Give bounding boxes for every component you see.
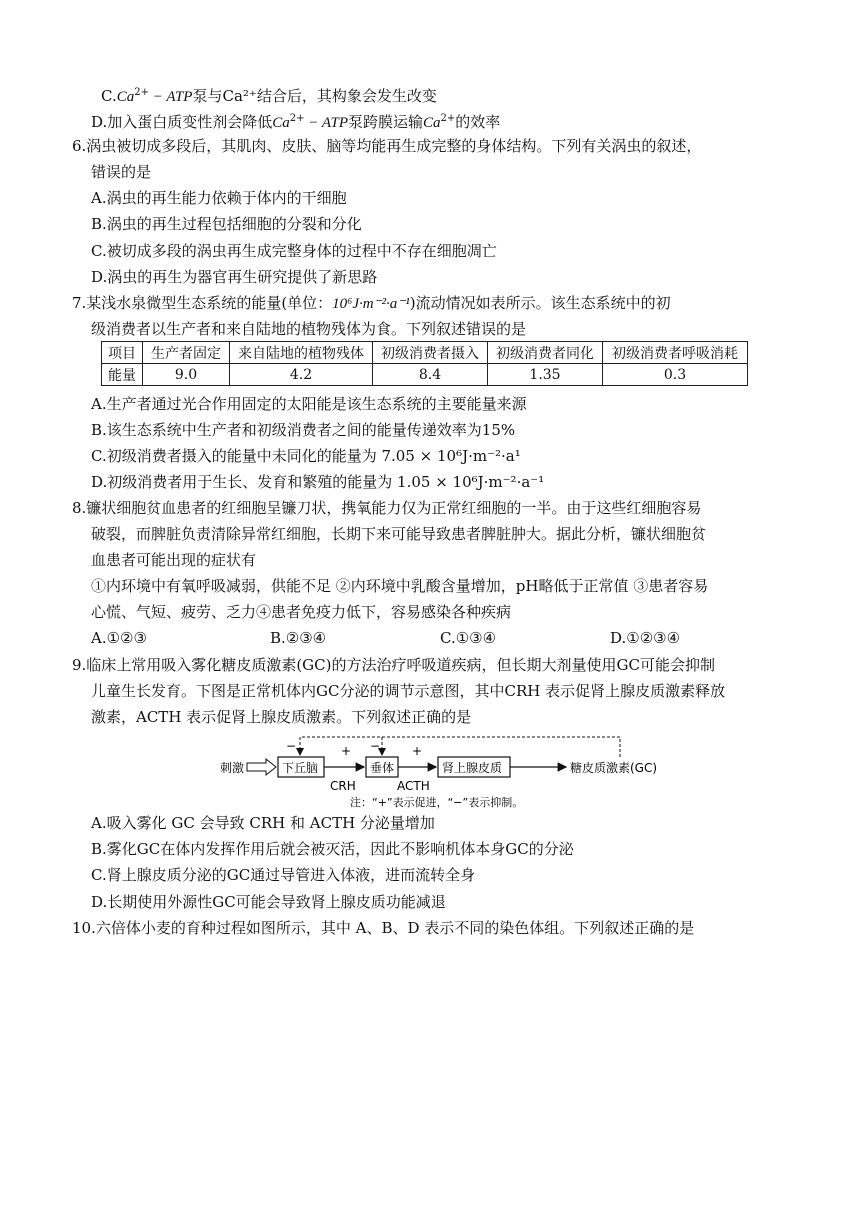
crh-label: CRH <box>330 779 356 793</box>
gc-output-label: 糖皮质激素(GC) <box>570 761 658 775</box>
q5-option-c: $C.Ca^{2+}$ − ATP泵与Ca²⁺结合后，其构象会发生改变 <box>101 87 437 105</box>
adrenal-cortex-label: 肾上腺皮质 <box>442 761 503 775</box>
table-header-cell: 来自陆地的植物残体 <box>230 342 373 364</box>
table-cell: 4.2 <box>230 364 373 386</box>
pituitary-label: 垂体 <box>370 761 395 775</box>
table-cell: 1.35 <box>488 364 603 386</box>
table-cell: 0.3 <box>603 364 748 386</box>
table-cell: 9.0 <box>143 364 230 386</box>
q5-option-d: D.加入蛋白质变性剂会降低$Ca^{2+}$ − ATP泵跨膜运输$Ca^{2+}$的效率 <box>91 113 501 131</box>
hollow-arrow-icon <box>247 759 276 775</box>
q9-stem-line3: 激素，ACTH 表示促肾上腺皮质激素。下列叙述正确的是 <box>91 708 472 726</box>
q8-option-a: A.①②③ <box>91 629 147 647</box>
stimulus-label: 刺激 <box>220 761 245 775</box>
table-header-cell: 初级消费者摄入 <box>373 342 488 364</box>
q6-option-b: B.涡虫的再生过程包括细胞的分裂和分化 <box>91 215 362 233</box>
table-header-cell: 生产者固定 <box>143 342 230 364</box>
energy-flow-table <box>101 341 748 386</box>
minus-sign-1: − <box>286 739 297 753</box>
q7-option-a: A.生产者通过光合作用固定的太阳能是该生态系统的主要能量来源 <box>91 395 527 413</box>
q8-option-b: B.②③④ <box>270 629 327 647</box>
plus-sign-1: + <box>341 744 352 758</box>
q9-option-a: A.吸入雾化 GC 会导致 CRH 和 ACTH 分泌量增加 <box>91 814 435 832</box>
q8-stem-line1: 8.镰状细胞贫血患者的红细胞呈镰刀状，携氧能力仅为正常红细胞的一半。由于这些红细胞容易 <box>72 499 702 517</box>
q6-stem-line1: 6.涡虫被切成多段后，其肌肉、皮肤、脑等均能再生成完整的身体结构。下列有关涡虫的叙述， <box>72 137 702 155</box>
plus-sign-2: + <box>412 744 423 758</box>
q7-option-d: D.初级消费者用于生长、发育和繁殖的能量为 1.05 × 10⁶J·m⁻²·a⁻¹ <box>91 473 545 491</box>
q9-stem-line1: 9.临床上常用吸入雾化糖皮质激素(GC)的方法治疗呼吸道疾病，但长期大剂量使用GC可能会抑制 <box>72 656 715 674</box>
q6-option-a: A.涡虫的再生能力依赖于体内的干细胞 <box>91 189 347 207</box>
table-row <box>102 364 748 386</box>
q9-option-c: C.肾上腺皮质分泌的GC通过导管进入体液，进而流转全身 <box>91 866 476 884</box>
q9-option-d: D.长期使用外源性GC可能会导致肾上腺皮质功能减退 <box>91 893 446 911</box>
q7-stem-line1: 7.某浅水泉微型生态系统的能量(单位：10⁶J·m⁻²·a⁻¹)流动情况如表所示。该生态系统中的初 <box>72 294 671 312</box>
q9-stem-line2: 儿童生长发育。下图是正常机体内GC分泌的调节示意图，其中CRH 表示促肾上腺皮质激素释放 <box>91 682 726 700</box>
diagram-note: 注：“+”表示促进，“−”表示抑制。 <box>350 796 524 809</box>
table-header-cell: 项目 <box>102 342 143 364</box>
q8-stem-line3: 血患者可能出现的症状有 <box>91 551 257 569</box>
table-header-row <box>102 342 748 364</box>
table-cell: 8.4 <box>373 364 488 386</box>
table-header-cell: 初级消费者呼吸消耗 <box>603 342 748 364</box>
q6-option-d: D.涡虫的再生为器官再生研究提供了新思路 <box>91 268 378 286</box>
q6-option-c: C.被切成多段的涡虫再生成完整身体的过程中不存在细胞凋亡 <box>91 242 497 260</box>
table-header-cell: 初级消费者同化 <box>488 342 603 364</box>
q9-option-b: B.雾化GC在体内发挥作用后就会被灭活，因此不影响机体本身GC的分泌 <box>91 840 574 858</box>
q8-stem-line2: 破裂，而脾脏负责清除异常红细胞，长期下来可能导致患者脾脏肿大。据此分析，镰状细胞贫 <box>91 525 707 543</box>
hypothalamus-label: 下丘脑 <box>282 761 319 775</box>
minus-sign-2: − <box>370 739 381 753</box>
q7-stem-line2: 级消费者以生产者和来自陆地的植物残体为食。下列叙述错误的是 <box>91 320 527 338</box>
q8-option-c: C.①③④ <box>440 629 497 647</box>
acth-label: ACTH <box>397 779 430 793</box>
q8-items-line2: 心慌、气短、疲劳、乏力④患者免疫力低下，容易感染各种疾病 <box>91 603 512 621</box>
q7-option-b: B.该生态系统中生产者和初级消费者之间的能量传递效率为15% <box>91 421 516 439</box>
table-cell: 能量 <box>102 364 143 386</box>
q8-items-line1: ①内环境中有氧呼吸减弱，供能不足 ②内环境中乳酸含量增加，pH略低于正常值 ③患者容易 <box>91 577 709 595</box>
q10-stem: 10.六倍体小麦的育种过程如图所示，其中 A、B、D 表示不同的染色体组。下列叙述正确的是 <box>72 919 695 937</box>
q6-stem-line2: 错误的是 <box>91 163 152 181</box>
q8-option-d: D.①②③④ <box>610 629 681 647</box>
q7-option-c: C.初级消费者摄入的能量中未同化的能量为 7.05 × 10⁶J·m⁻²·a¹ <box>91 447 521 465</box>
gc-regulation-diagram <box>200 735 670 810</box>
